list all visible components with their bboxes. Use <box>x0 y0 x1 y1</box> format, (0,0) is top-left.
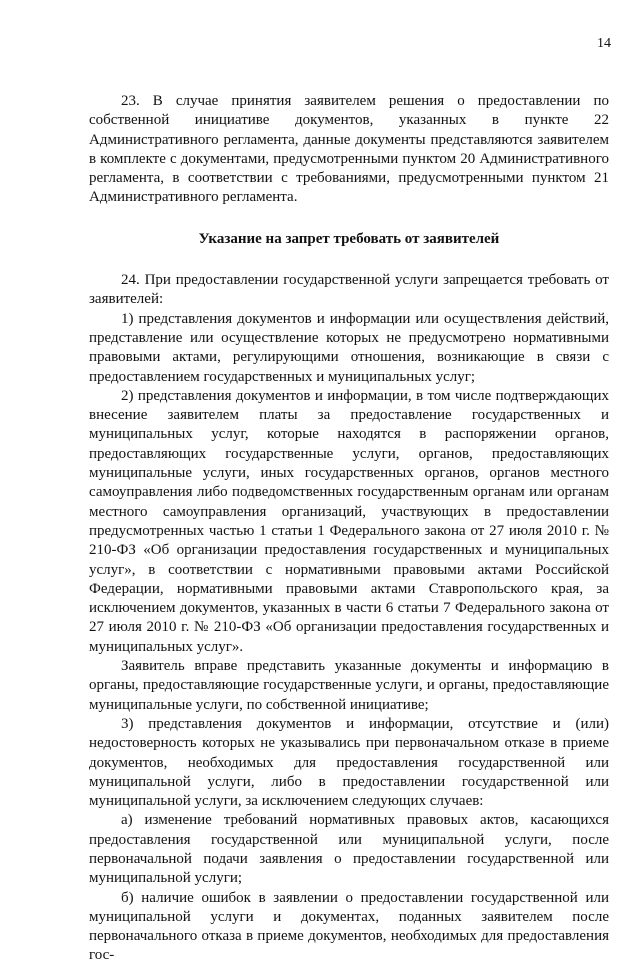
subitem-b: б) наличие ошибок в заявлении о предоставлении государственной или муниципальной услуги и документах, поданных заявителем после первоначального отказа в приеме документов, необходимых для предоставления гос- <box>89 889 609 964</box>
item-3: 3) представления документов и информации, отсутствие и (или) недостоверность которых не указывались при первоначальном отказе в приеме документов, необходимых для предоставления государственной или муниципальной услуги, либо в предоставлении государственной или муниципальной услуги, за исключением следующих случаев: <box>89 715 609 810</box>
paragraph-24: 24. При предоставлении государственной услуги запрещается требовать от заявителей: <box>89 272 609 308</box>
item-1: 1) представления документов и информации или осуществления действий, представление или осуществление которых не предусмотрено нормативными правовыми актами, регулирующими отношения, возникающие в связи с предоставлением государственных и муниципальных услуг; <box>89 310 609 385</box>
section-heading: Указание на запрет требовать от заявителей <box>198 230 500 247</box>
document-body <box>89 92 609 966</box>
subitem-a: а) изменение требований нормативных правовых актов, касающихся предоставления государственной или муниципальной услуги, после первоначальной подачи заявления о предоставлении государственной или муниципальной услуги; <box>89 812 609 887</box>
page-number: 14 <box>597 36 611 51</box>
applicant-right-paragraph: Заявитель вправе представить указанные документы и информацию в органы, предоставляющие государственные услуги, и органы, предоставляющие муниципальные услуги, по собственной инициативе; <box>89 658 609 713</box>
paragraph-23: 23. В случае принятия заявителем решения о предоставлении по собственной инициативе документов, указанных в пункте 22 Административного регламента, данные документы представляются заявителем в комплекте с документами, предусмотренными пунктом 20 Административного регламента, в соответствии с требованиями, предусмотренными пунктом 21 Административного регламента. <box>89 93 609 206</box>
item-2: 2) представления документов и информации, в том числе подтверждающих внесение заявителем платы за предоставление государственных и муниципальных услуг, которые находятся в распоряжении органов, предоставляющих государственные услуги, органов, предоставляющих муниципальные услуги, иных государственных органов, органов местного самоуправления либо подведомственных государственным органам или органам местного самоуправления организаций, участвующих в предоставлении предусмотренных частью 1 статьи 1 Федерального закона от 27 июля 2010 г. № 210-ФЗ «Об организации предоставления государственных и муниципальных услуг», в соответствии с нормативными правовыми актами Российской Федерации, нормативными правовыми актами Ставропольского края, за исключением документов, указанных в части 6 статьи 7 Федерального закона от 27 июля 2010 г. № 210-ФЗ «Об организации предоставления государственных и муниципальных услуг». <box>89 387 609 655</box>
